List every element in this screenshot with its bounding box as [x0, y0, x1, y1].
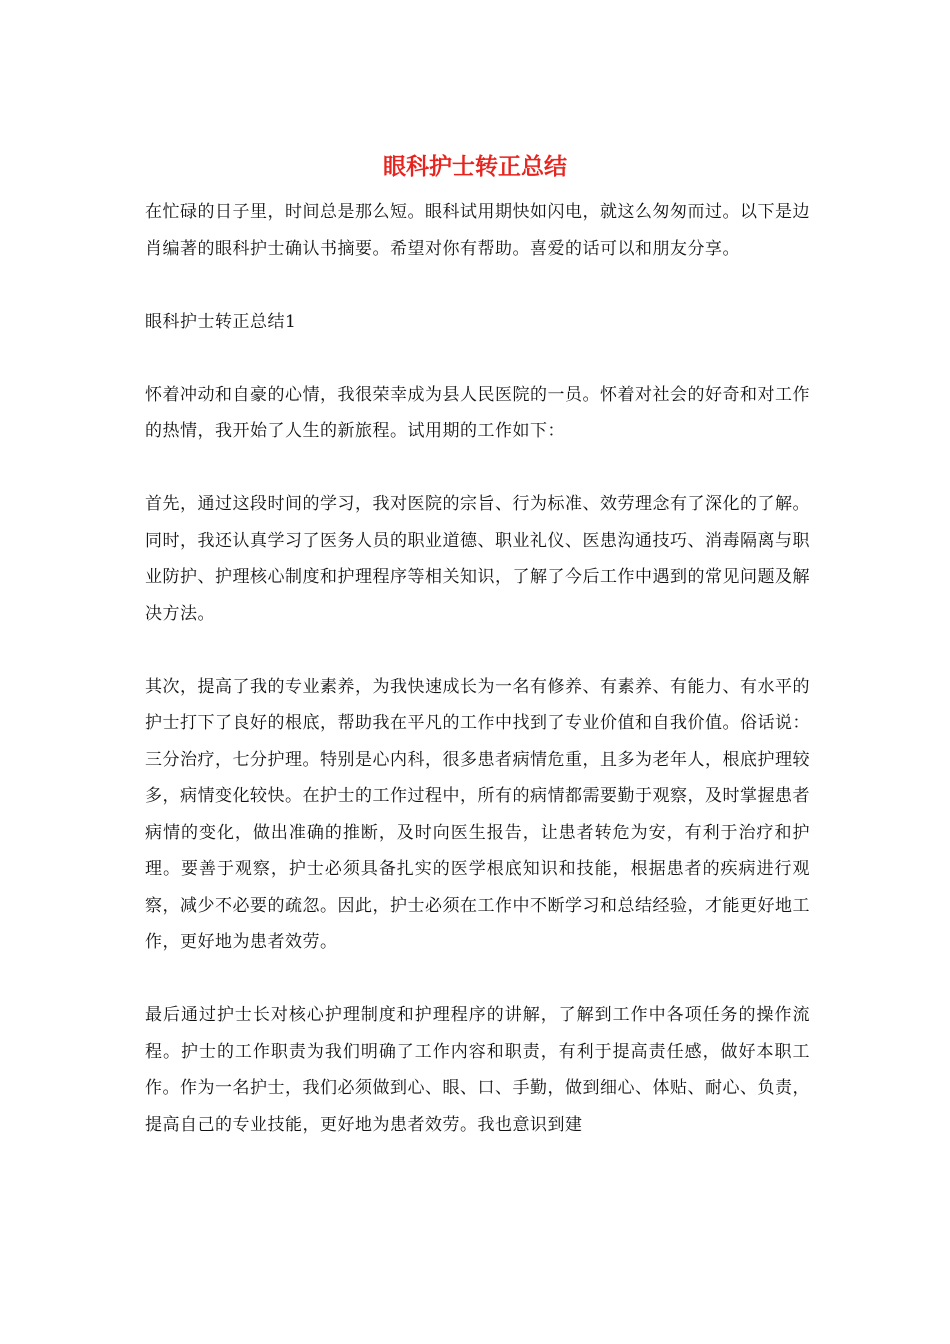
document-body [145, 194, 810, 1143]
paragraph-spacer [145, 450, 810, 487]
body-paragraph: 怀着冲动和自豪的心情，我很荣幸成为县人民医院的一员。怀着对社会的好奇和对工作的热情，我开始了人生的新旅程。试用期的工作如下： [145, 384, 810, 441]
paragraph-spacer [145, 340, 810, 377]
paragraph-spacer [145, 632, 810, 669]
body-paragraph: 最后通过护士长对核心护理制度和护理程序的讲解，了解到工作中各项任务的操作流程。护士的工作职责为我们明确了工作内容和职责，有利于提高责任感，做好本职工作。作为一名护士，我们必须做到心、眼、口、手勤，做到细心、体贴、耐心、负责，提高自己的专业技能，更好地为患者效劳。我也意识到建 [145, 1005, 810, 1135]
paragraph-spacer [145, 961, 810, 998]
body-paragraph: 其次，提高了我的专业素养，为我快速成长为一名有修养、有素养、有能力、有水平的护士打下了良好的根底，帮助我在平凡的工作中找到了专业价值和自我价值。俗话说：三分治疗，七分护理。特别是心内科，很多患者病情危重，且多为老年人，根底护理较多，病情变化较快。在护士的工作过程中，所有的病情都需要勤于观察，及时掌握患者病情的变化，做出准确的推断，及时向医生报告，让患者转危为安，有利于治疗和护理。要善于观察，护士必须具备扎实的医学根底知识和技能，根据患者的疾病进行观察，减少不必要的疏忽。因此，护士必须在工作中不断学习和总结经验，才能更好地工作，更好地为患者效劳。 [145, 676, 810, 952]
paragraph-spacer [145, 267, 810, 304]
document-title: 眼科护士转正总结 [383, 153, 567, 180]
section-heading: 眼科护士转正总结1 [145, 311, 297, 332]
intro-paragraph: 在忙碌的日子里，时间总是那么短。眼科试用期快如闪电，就这么匆匆而过。以下是边肖编著的眼科护士确认书摘要。希望对你有帮助。喜爱的话可以和朋友分享。 [145, 202, 810, 259]
body-paragraph: 首先，通过这段时间的学习，我对医院的宗旨、行为标准、效劳理念有了深化的了解。同时，我还认真学习了医务人员的职业道德、职业礼仪、医患沟通技巧、消毒隔离与职业防护、护理核心制度和护理程序等相关知识，了解了今后工作中遇到的常见问题及解决方法。 [145, 494, 810, 624]
